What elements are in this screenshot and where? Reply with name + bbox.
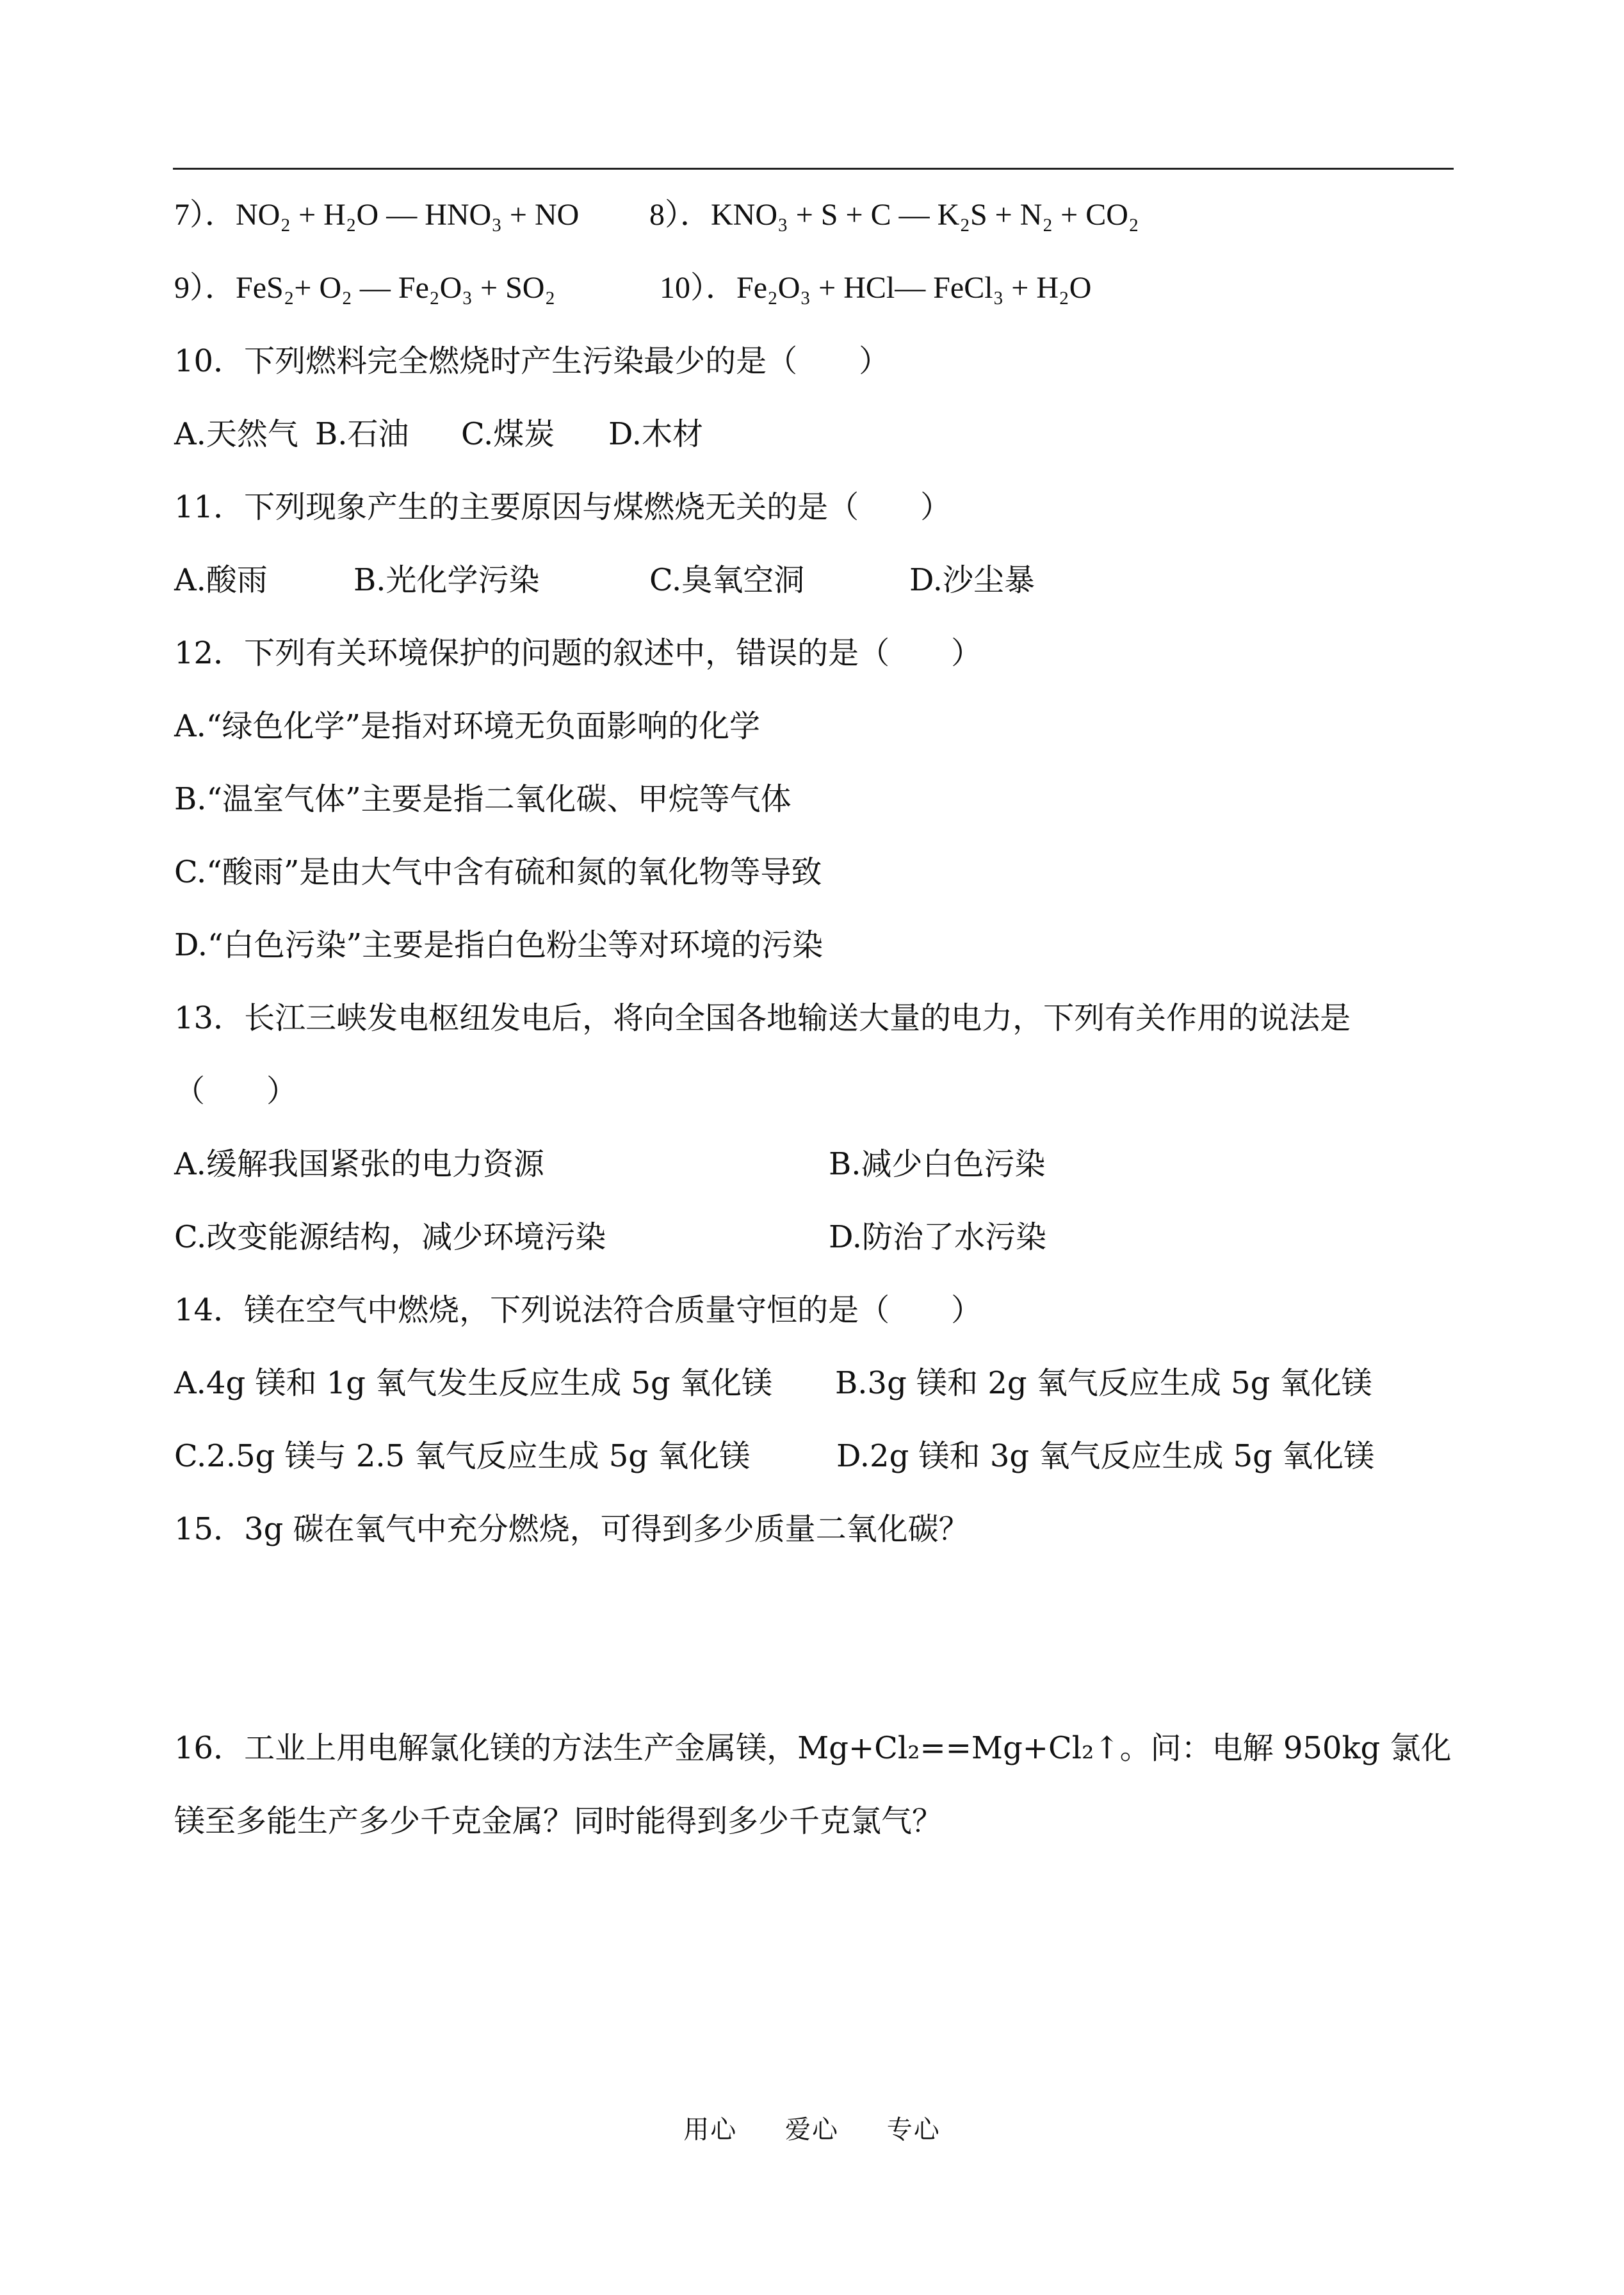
equation-8: 8）．KNO₃ + S + C — K₂S + N₂ + CO₂: [649, 198, 1139, 232]
question-14-option-d: D.2g 镁和 3g 氧气反应生成 5g 氧化镁: [836, 1438, 1375, 1474]
question-14-stem: 14．镁在空气中燃烧，下列说法符合质量守恒的是（ ）: [174, 1292, 982, 1328]
question-13-option-d: D.防治了水污染: [829, 1219, 1047, 1255]
question-12-option-a: A.“绿色化学”是指对环境无负面影响的化学: [174, 708, 761, 744]
equation-10: 10）．Fe₂O₃ + HCl— FeCl₃ + H₂O: [660, 271, 1092, 305]
question-13-option-c: C.改变能源结构，减少环境污染: [174, 1219, 606, 1255]
question-13-option-a: A.缓解我国紧张的电力资源: [174, 1146, 544, 1182]
option-d: D.沙尘暴: [909, 562, 1035, 598]
question-14-option-c: C.2.5g 镁与 2.5 氧气反应生成 5g 氧化镁: [174, 1438, 751, 1474]
question-13-option-b: B.减少白色污染: [829, 1146, 1046, 1182]
question-12-stem: 12．下列有关环境保护的问题的叙述中，错误的是（ ）: [174, 635, 982, 671]
option-a: A.天然气: [174, 416, 298, 452]
footer-word: 用心: [683, 2115, 738, 2145]
question-15-stem: 15．3g 碳在氧气中充分燃烧，可得到多少质量二氧化碳？: [174, 1511, 970, 1547]
equation-9: 9）．FeS₂+ O₂ — Fe₂O₃ + SO₂: [174, 271, 556, 305]
footer-word: 爱心: [785, 2115, 839, 2145]
question-12-option-d: D.“白色污染”主要是指白色粉尘等对环境的污染: [174, 927, 824, 963]
header-rule: [173, 168, 1454, 170]
equation-7: 7）．NO₂ + H₂O — HNO₃ + NO: [174, 198, 580, 232]
option-a: A.酸雨: [174, 562, 268, 598]
option-c: C.煤炭: [461, 416, 555, 452]
question-14-option-a: A.4g 镁和 1g 氧气发生反应生成 5g 氧化镁: [174, 1365, 773, 1401]
question-10-options: [174, 415, 703, 453]
option-c: C.臭氧空洞: [649, 562, 805, 598]
question-13-stem: 13．长江三峡发电枢纽发电后，将向全国各地输送大量的电力，下列有关作用的说法是: [174, 1000, 1351, 1036]
question-10-stem: 10．下列燃料完全燃烧时产生污染最少的是（ ）: [174, 343, 890, 379]
question-12-option-c: C.“酸雨”是由大气中含有硫和氮的氧化物等导致: [174, 854, 822, 890]
question-16-stem: 16．工业上用电解氯化镁的方法生产金属镁，Mg+Cl₂==Mg+Cl₂↑。问：电解 950kg 氯化: [174, 1730, 1452, 1766]
question-11-stem: 11．下列现象产生的主要原因与煤燃烧无关的是（ ）: [174, 489, 952, 525]
question-16-stem-cont: 镁至多能生产多少千克金属？同时能得到多少千克氯气？: [174, 1803, 943, 1839]
option-b: B.石油: [315, 416, 409, 452]
question-11-options: [174, 561, 1035, 599]
question-13-stem-cont: （ ）: [174, 1073, 298, 1109]
option-b: B.光化学污染: [353, 562, 540, 598]
question-14-option-b: B.3g 镁和 2g 氧气反应生成 5g 氧化镁: [835, 1365, 1372, 1401]
question-12-option-b: B.“温室气体”主要是指二氧化碳、甲烷等气体: [174, 781, 792, 817]
option-d: D.木材: [608, 416, 704, 452]
page-footer: [0, 2109, 1624, 2146]
footer-word: 专心: [886, 2115, 941, 2145]
